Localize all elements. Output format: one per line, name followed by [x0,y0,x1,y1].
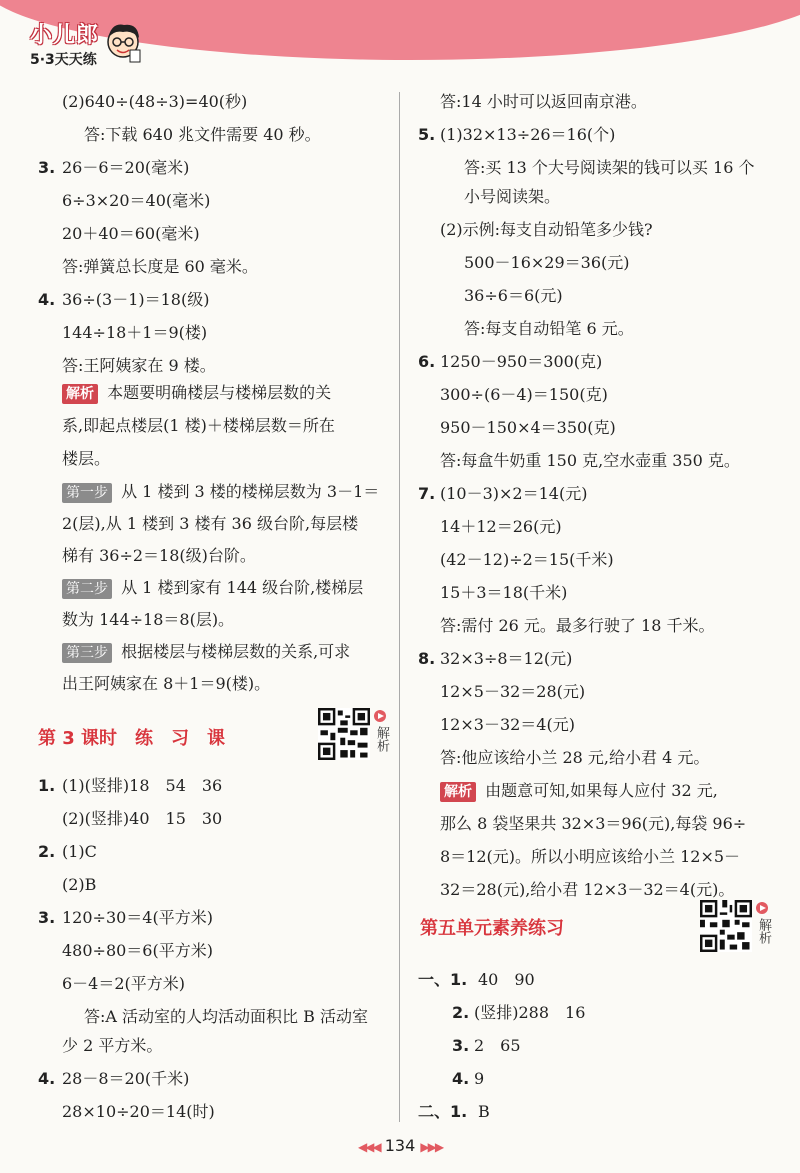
answer-line: 950－150×4＝350(克) [440,418,616,437]
answer-line: 6÷3×20＝40(毫米) [62,191,211,210]
answer-line: 小号阅读架。 [464,187,561,206]
column-divider [399,92,400,1122]
answer-line: 答:买 13 个大号阅读架的钱可以买 16 个 [464,158,755,177]
answer-line: 1250－950＝300(克) [440,352,603,371]
analysis-text: 本题要明确楼层与楼梯层数的关 [107,383,332,402]
step-line [62,578,363,599]
qr-pattern-icon [318,708,370,760]
question-number: 8. [418,649,436,668]
answer-line: 9 [474,1069,485,1088]
answer-line: 答:他应该给小兰 28 元,给小君 4 元。 [440,748,710,767]
question-number: 4. [38,1069,56,1088]
step-text: 出王阿姨家在 8＋1＝9(楼)。 [62,674,271,693]
question-number: 3. [38,158,56,177]
step-tag: 第三步 [62,643,112,663]
answer-line: (10－3)×2＝14(元) [440,484,588,503]
answer-line: 14＋12＝26(元) [440,517,562,536]
answer-line: (2)(竖排)40 15 30 [62,809,223,828]
play-icon[interactable] [756,902,768,914]
question-number: 一、1. [418,970,468,989]
answer-line: 答:14 小时可以返回南京港。 [440,92,647,111]
brand-name: 小儿郎 [30,23,100,48]
section-title: 第五单元素养练习 [420,918,564,939]
answer-line: 12×3－32＝4(元) [440,715,575,734]
answer-line: (1)C [62,842,97,861]
play-icon[interactable] [374,710,386,722]
qr-label: 解析 [756,918,771,944]
answer-line: 12×5－32＝28(元) [440,682,586,701]
step-text: 数为 144÷18＝8(层)。 [62,610,235,629]
page-footer [340,1136,460,1155]
question-number: 3. [452,1036,470,1055]
analysis-text: 32＝28(元),给小君 12×3－32＝4(元)。 [440,880,735,899]
answer-line: (2)B [62,875,97,894]
answer-line: 答:A 活动室的人均活动面积比 B 活动室 [84,1007,368,1026]
answer-line: 少 2 平方米。 [62,1036,163,1055]
answer-line: 26－6＝20(毫米) [62,158,190,177]
analysis-text: 那么 8 袋坚果共 32×3＝96(元),每袋 96÷ [440,814,747,833]
answer-line: (2)640÷(48÷3)=40(秒) [62,92,248,111]
answer-line: 答:下载 640 兆文件需要 40 秒。 [84,125,321,144]
question-number: 1. [38,776,56,795]
answer-line: 15＋3＝18(千米) [440,583,568,602]
next-arrows-icon: ▶▶▶ [420,1140,443,1154]
question-number: 4. [38,290,56,309]
answer-line: 32×3÷8＝12(元) [440,649,573,668]
answer-line: 500－16×29＝36(元) [464,253,630,272]
answer-line: 答:每盒牛奶重 150 克,空水壶重 350 克。 [440,451,740,470]
answer-line: 20＋40＝60(毫米) [62,224,200,243]
step-text: 2(层),从 1 楼到 3 楼有 36 级台阶,每层楼 [62,514,359,533]
answer-line: (42－12)÷2＝15(千米) [440,550,614,569]
answer-line: 答:每支自动铅笔 6 元。 [464,319,634,338]
analysis-line [440,781,718,802]
answer-line: 6－4＝2(平方米) [62,974,186,993]
step-text: 从 1 楼到家有 144 级台阶,楼梯层 [121,578,364,597]
qr-pattern-icon [700,900,752,952]
answer-line: (竖排)288 16 [474,1003,586,1022]
answer-line: (1)32×13÷26＝16(个) [440,125,616,144]
answer-line: 答:弹簧总长度是 60 毫米。 [62,257,258,276]
answer-line: 答:王阿姨家在 9 楼。 [62,356,216,375]
answer-line: 36÷6＝6(元) [464,286,563,305]
analysis-text: 由题意可知,如果每人应付 32 元, [485,781,718,800]
answer-line: 480÷80＝6(平方米) [62,941,213,960]
page-header [0,0,800,78]
answer-line: (1)(竖排)18 54 36 [62,776,223,795]
analysis-text: 8＝12(元)。所以小明应该给小兰 12×5－ [440,847,741,866]
series-name: 5·3天天练 [30,52,97,68]
question-number: 二、1. [418,1102,468,1121]
step-tag: 第二步 [62,579,112,599]
answer-line: B [478,1102,490,1121]
question-number: 4. [452,1069,470,1088]
answer-line: 120÷30＝4(平方米) [62,908,213,927]
analysis-text: 系,即起点楼层(1 楼)＋楼梯层数＝所在 [62,416,335,435]
answer-line: 答:需付 26 元。最多行驶了 18 千米。 [440,616,715,635]
step-tag: 第一步 [62,483,112,503]
answer-line: 300÷(6－4)＝150(克) [440,385,608,404]
question-number: 6. [418,352,436,371]
answer-line: 28×10÷20＝14(时) [62,1102,215,1121]
answer-line: 28－8＝20(千米) [62,1069,190,1088]
step-line [62,642,350,663]
mascot-icon [102,20,144,66]
step-line [62,482,379,503]
analysis-text: 楼层。 [62,449,111,468]
section-title: 第 3 课时 练 习 课 [38,728,226,749]
step-text: 从 1 楼到 3 楼的楼梯层数为 3－1＝ [121,482,380,501]
analysis-tag: 解析 [440,782,476,802]
prev-arrows-icon: ◀◀◀ [357,1140,380,1154]
analysis-tag: 解析 [62,384,98,404]
question-number: 7. [418,484,436,503]
page-number: 134 [384,1136,416,1155]
question-number: 5. [418,125,436,144]
answer-line: 2 65 [474,1036,521,1055]
question-number: 2. [38,842,56,861]
qr-label: 解析 [374,726,389,752]
question-number: 3. [38,908,56,927]
qr-code[interactable] [318,708,370,760]
qr-code[interactable] [700,900,752,952]
step-text: 根据楼层与楼梯层数的关系,可求 [121,642,351,661]
answer-line: 36÷(3－1)＝18(级) [62,290,210,309]
answer-line: 40 90 [478,970,535,989]
answer-line: (2)示例:每支自动铅笔多少钱? [440,220,653,239]
analysis-line [62,383,331,404]
question-number: 2. [452,1003,470,1022]
brand-logo [30,18,99,69]
answer-line: 144÷18＋1＝9(楼) [62,323,208,342]
step-text: 梯有 36÷2＝18(级)台阶。 [62,546,256,565]
